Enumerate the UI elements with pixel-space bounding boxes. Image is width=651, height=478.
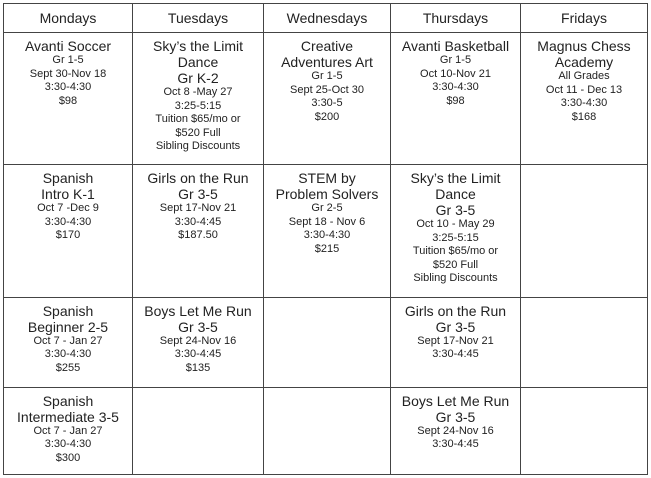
activity-detail-line: $170 [55, 229, 81, 242]
schedule-cell [391, 387, 521, 474]
activity-detail-line: 3:30-4:30 [44, 348, 92, 361]
activity-detail-line: $300 [55, 451, 81, 464]
activity-title-line: Girls on the Run [147, 170, 249, 187]
schedule-cell [391, 165, 521, 297]
schedule-cell [264, 165, 391, 297]
activity-detail-line: $215 [314, 242, 340, 255]
table-row [4, 387, 648, 474]
activity-title-line: Boys Let Me Run [144, 302, 252, 319]
activity-detail-line: Oct 7 -Dec 9 [37, 202, 99, 215]
schedule-cell [133, 297, 264, 387]
activity-detail-line: Sept 24-Nov 16 [159, 334, 237, 347]
activity-title-line: Boys Let Me Run [401, 392, 510, 409]
header-wednesdays: Wednesdays [264, 4, 391, 33]
activity-detail-line: Sibling Discounts [413, 272, 498, 285]
activity-detail-line: Gr 2-5 [311, 202, 343, 215]
schedule-cell [521, 297, 648, 387]
activity-detail-line: Oct 8 -May 27 [163, 86, 233, 98]
activity-detail-line: Sept 25-Oct 30 [290, 83, 364, 96]
activity-detail-line: All Grades [558, 70, 610, 82]
header-tuesdays: Tuesdays [133, 4, 264, 33]
schedule-cell [391, 297, 521, 387]
activity-title-line: Gr 3-5 [435, 202, 476, 219]
activity-title-line: Gr 3-5 [435, 318, 476, 335]
activity-detail-line: $98 [446, 94, 465, 107]
activity-detail-line: Oct 7 - Jan 27 [33, 424, 103, 437]
activity-detail-line: 3:30-4:45 [432, 438, 479, 451]
schedule-cell [264, 297, 391, 387]
activity-detail-line: Sept 17-Nov 21 [417, 334, 494, 347]
schedule-cell [4, 165, 133, 297]
activity-detail-line: 3:30-4:45 [174, 215, 222, 228]
schedule-cell [264, 33, 391, 165]
activity-title-line: Dance [435, 186, 476, 203]
header-mondays: Mondays [4, 4, 133, 33]
activity-title-line: Avanti Basketball [401, 38, 510, 54]
activity-detail-line: Oct 11 - Dec 13 [545, 83, 623, 96]
activity-detail-line: $520 Full [432, 258, 479, 271]
schedule-cell [521, 387, 648, 474]
activity-title-line: Academy [554, 54, 614, 70]
activity-title-line: Intro K-1 [41, 186, 95, 203]
activity-title-line: Dance [177, 54, 219, 70]
activity-title-line: Sky’s the Limit [153, 38, 243, 54]
schedule-cell [4, 33, 133, 165]
activity-detail-line: 3:25-5:15 [174, 99, 222, 112]
activity-detail-line: Tuition $65/mo or [155, 113, 241, 125]
activity-detail-line: 3:30-4:30 [44, 81, 92, 93]
activity-title-line: Spanish [42, 392, 94, 409]
activity-title-line: Girls on the Run [404, 302, 507, 319]
activity-title-line: Intermediate 3-5 [17, 408, 119, 425]
activity-detail-line: $135 [185, 361, 211, 374]
activity-title-line: Avanti Soccer [24, 38, 112, 54]
activity-detail-line: Sept 18 - Nov 6 [288, 215, 366, 228]
activity-title-line: Gr 3-5 [178, 186, 218, 203]
activity-detail-line: 3:30-4:30 [44, 438, 92, 451]
activity-detail-line: Gr 1-5 [52, 54, 84, 66]
activity-detail-line: $168 [571, 110, 597, 123]
table-row [4, 33, 648, 165]
schedule-cell [391, 33, 521, 165]
activity-detail-line: 3:30-5 [311, 97, 343, 109]
activity-detail-line: Sept 24-Nov 16 [417, 424, 494, 437]
activity-detail-line: 3:30-4:45 [174, 348, 222, 361]
activity-title-line: Gr K-2 [177, 70, 219, 86]
activity-detail-line: Oct 7 - Jan 27 [33, 334, 103, 347]
activity-title-line: Spanish [42, 170, 94, 187]
schedule-table [3, 3, 648, 475]
activity-detail-line: $200 [314, 110, 340, 123]
activity-detail-line: Tuition $65/mo or [412, 245, 499, 258]
activity-detail-line: 3:30-4:45 [432, 348, 479, 361]
activity-detail-line: 3:25-5:15 [432, 231, 479, 244]
activity-title-line: Gr 3-5 [435, 408, 476, 425]
activity-title-line: Beginner 2-5 [27, 318, 109, 335]
activity-detail-line: 3:30-4:30 [44, 215, 92, 228]
activity-detail-line: $98 [58, 94, 78, 107]
activity-detail-line: Sibling Discounts [155, 140, 241, 152]
activity-title-line: Creative [300, 38, 354, 54]
activity-detail-line: $255 [55, 361, 81, 374]
activity-title-line: STEM by [298, 170, 356, 187]
schedule-cell [521, 165, 648, 297]
activity-title-line: Magnus Chess [537, 38, 631, 54]
table-row [4, 165, 648, 297]
schedule-cell [133, 387, 264, 474]
table-row [4, 297, 648, 387]
activity-detail-line: Gr 1-5 [439, 54, 472, 66]
activity-detail-line: Oct 10-Nov 21 [420, 67, 491, 80]
activity-title-line: Sky’s the Limit [410, 170, 501, 187]
activity-detail-line: 3:30-4:30 [303, 229, 351, 242]
schedule-cell [4, 297, 133, 387]
header-thursdays: Thursdays [391, 4, 521, 33]
activity-title-line: Spanish [42, 302, 94, 319]
activity-title-line: Gr 3-5 [178, 318, 218, 335]
header-row [4, 4, 648, 33]
activity-detail-line: 3:30-4:30 [432, 81, 479, 93]
schedule-cell [133, 33, 264, 165]
schedule-cell [4, 387, 133, 474]
activity-detail-line: Gr 1-5 [311, 70, 343, 82]
schedule-cell [521, 33, 648, 165]
activity-title-line: Problem Solvers [275, 186, 379, 203]
activity-detail-line: $520 Full [175, 126, 221, 139]
header-fridays: Fridays [521, 4, 648, 33]
activity-detail-line: Oct 10 - May 29 [416, 218, 495, 231]
activity-detail-line: Sept 30-Nov 18 [29, 67, 107, 80]
activity-title-line: Adventures Art [281, 54, 373, 70]
activity-detail-line: $187.50 [178, 229, 218, 242]
activity-detail-line: Sept 17-Nov 21 [159, 202, 237, 215]
schedule-cell [264, 387, 391, 474]
activity-detail-line: 3:30-4:30 [560, 97, 608, 109]
schedule-cell [133, 165, 264, 297]
